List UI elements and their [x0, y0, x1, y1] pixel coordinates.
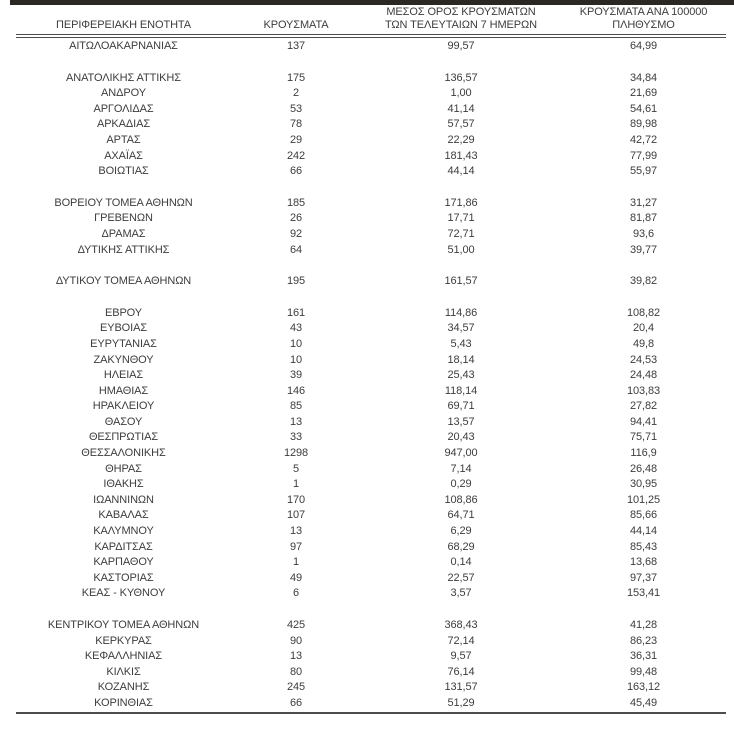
table-row — [16, 586, 726, 602]
cases-cell: 185 — [286, 196, 306, 209]
region-name-cell: ΚΕΝΤΡΙΚΟΥ ΤΟΜΕΑ ΑΘΗΝΩΝ — [47, 619, 200, 631]
avg7-cell: 114,86 — [444, 306, 478, 319]
avg7-cell: 57,57 — [447, 118, 475, 131]
table-row — [16, 571, 726, 587]
region-name-cell: ΘΕΣΠΡΩΤΙΑΣ — [88, 431, 159, 444]
table-row — [16, 117, 726, 133]
cases-cell: 2 — [292, 87, 300, 100]
per100k-cell: 26,48 — [629, 462, 658, 475]
table-row — [16, 477, 726, 493]
region-name-cell: ΚΟΡΙΝΘΙΑΣ — [16, 696, 231, 713]
region-name-cell: ΚΕΑΣ - ΚΥΘΝΟΥ — [81, 587, 166, 600]
region-name-cell: ΑΧΑΪΑΣ — [104, 149, 143, 162]
avg7-cell: 13,57 — [447, 415, 475, 428]
cases-cell: 242 — [286, 149, 306, 162]
region-name-cell: ΘΕΣΣΑΛΟΝΙΚΗΣ — [81, 447, 166, 460]
per100k-cell: 34,84 — [629, 71, 658, 84]
group-gap-row — [16, 290, 726, 306]
regional-cases-table — [16, 6, 726, 714]
region-name-cell: ΙΘΑΚΗΣ — [103, 478, 144, 491]
cases-cell: 10 — [289, 353, 303, 366]
avg7-cell: 5,43 — [450, 337, 472, 350]
region-name-cell: ΚΑΡΔΙΤΣΑΣ — [94, 540, 153, 553]
table-row — [16, 696, 726, 713]
region-name-cell: ΖΑΚΥΝΘΟΥ — [93, 353, 154, 366]
avg7-cell: 181,43 — [444, 149, 478, 162]
region-name-cell: ΓΡΕΒΕΝΩΝ — [94, 212, 153, 225]
table-row — [16, 71, 726, 87]
region-name-cell: ΚΑΣΤΟΡΙΑΣ — [93, 571, 154, 584]
per100k-cell: 116,9 — [630, 447, 657, 460]
cases-cell: 13 — [289, 650, 303, 663]
cases-cell: 80 — [289, 665, 303, 678]
table-row — [16, 321, 726, 337]
cases-cell: 161 — [286, 306, 306, 319]
avg7-cell: 41,14 — [447, 102, 475, 115]
per100k-cell: 27,82 — [629, 400, 658, 413]
cases-cell: 53 — [289, 102, 303, 115]
table-row — [16, 149, 726, 165]
col-header-per100k-line2: ΠΛΗΘΥΣΜΟ — [612, 19, 675, 31]
per100k-cell: 75,71 — [629, 431, 658, 444]
table-row — [16, 415, 726, 431]
cases-cell: 425 — [286, 619, 306, 631]
table-row — [16, 540, 726, 556]
avg7-cell: 20,43 — [447, 431, 475, 444]
region-name-cell: ΚΟΖΑΝΗΣ — [97, 681, 150, 694]
avg7-cell: 18,14 — [447, 353, 475, 366]
table-header-row — [16, 6, 726, 36]
avg7-cell: 1,00 — [450, 87, 472, 100]
per100k-cell: 94,41 — [629, 415, 658, 428]
region-name-cell: ΑΡΓΟΛΙΔΑΣ — [93, 102, 154, 115]
region-name-cell: ΘΗΡΑΣ — [105, 462, 142, 475]
avg7-cell: 76,14 — [447, 665, 475, 678]
table-row — [16, 555, 726, 571]
per100k-cell: 163,12 — [626, 681, 661, 694]
avg7-cell: 6,29 — [450, 525, 472, 538]
region-name-cell: ΕΥΡΥΤΑΝΙΑΣ — [90, 337, 157, 350]
per100k-cell: 97,37 — [629, 571, 658, 584]
avg7-cell: 0,29 — [450, 478, 472, 491]
avg7-cell: 25,43 — [447, 369, 475, 382]
group-gap-spacer — [16, 55, 726, 71]
per100k-cell: 45,49 — [561, 696, 726, 713]
avg7-cell: 51,00 — [447, 243, 475, 256]
table-row — [16, 36, 726, 55]
region-name-cell: ΒΟΡΕΙΟΥ ΤΟΜΕΑ ΑΘΗΝΩΝ — [54, 196, 193, 209]
cases-cell: 170 — [286, 493, 306, 506]
per100k-cell: 24,48 — [629, 369, 658, 382]
region-name-cell: ΗΛΕΙΑΣ — [103, 369, 144, 382]
table-row — [16, 227, 726, 243]
region-name-cell: ΕΥΒΟΙΑΣ — [99, 322, 148, 335]
col-header-per100k-line1: ΚΡΟΥΣΜΑΤΑ ΑΝΑ 100000 — [579, 6, 708, 18]
cases-cell: 29 — [289, 133, 303, 146]
table-row — [16, 462, 726, 478]
group-gap-row — [16, 258, 726, 274]
avg7-cell: 947,00 — [444, 447, 478, 460]
cases-cell: 33 — [289, 431, 303, 444]
cases-cell: 1 — [292, 556, 300, 569]
per100k-cell: 20,4 — [632, 322, 654, 335]
table-row — [16, 368, 726, 384]
avg7-cell: 17,71 — [447, 212, 475, 225]
table-row — [16, 508, 726, 524]
cases-cell: 26 — [289, 212, 303, 225]
region-name-cell: ΘΑΣΟΥ — [104, 415, 143, 428]
col-header-region-label: ΠΕΡΙΦΕΡΕΙΑΚΗ ΕΝΟΤΗΤΑ — [56, 19, 191, 31]
col-header-per100k — [561, 6, 726, 36]
table-row — [16, 665, 726, 681]
per100k-cell: 86,23 — [629, 634, 658, 647]
top-divider-bar — [10, 0, 734, 5]
region-name-cell: ΔΥΤΙΚΟΥ ΤΟΜΕΑ ΑΘΗΝΩΝ — [55, 275, 192, 288]
per100k-cell: 153,41 — [626, 587, 661, 600]
per100k-cell: 101,25 — [626, 493, 661, 506]
per100k-cell: 103,83 — [626, 384, 661, 397]
cases-cell: 78 — [289, 118, 303, 131]
per100k-cell: 55,97 — [629, 165, 658, 178]
group-gap-spacer — [16, 602, 726, 618]
per100k-cell: 44,14 — [629, 525, 658, 538]
avg7-cell: 0,14 — [450, 556, 472, 569]
cases-cell: 90 — [289, 634, 303, 647]
group-gap-spacer — [16, 180, 726, 196]
avg7-cell: 72,71 — [447, 227, 475, 240]
col-header-avg7-line1: ΜΕΣΟΣ ΟΡΟΣ ΚΡΟΥΣΜΑΤΩΝ — [386, 6, 536, 18]
cases-cell: 13 — [289, 415, 303, 428]
avg7-cell: 34,57 — [447, 322, 475, 335]
cases-cell: 1298 — [283, 447, 309, 460]
cases-cell: 66 — [231, 696, 361, 713]
avg7-cell: 9,57 — [450, 650, 472, 663]
region-name-cell: ΒΟΙΩΤΙΑΣ — [98, 165, 149, 178]
table-row — [16, 446, 726, 462]
table-row — [16, 399, 726, 415]
avg7-cell: 22,57 — [447, 571, 475, 584]
table-row — [16, 243, 726, 259]
cases-cell: 64 — [289, 243, 303, 256]
region-name-cell: ΑΝΑΤΟΛΙΚΗΣ ΑΤΤΙΚΗΣ — [66, 71, 181, 84]
avg7-cell: 44,14 — [447, 165, 475, 178]
cases-cell: 13 — [289, 525, 303, 538]
per100k-cell: 21,69 — [629, 87, 658, 100]
table-row — [16, 337, 726, 353]
avg7-cell: 136,57 — [444, 71, 478, 84]
cases-cell: 137 — [286, 40, 306, 52]
avg7-cell: 51,29 — [361, 696, 561, 713]
per100k-cell: 89,98 — [629, 118, 658, 131]
region-name-cell: ΚΙΛΚΙΣ — [106, 665, 141, 678]
table-row — [16, 211, 726, 227]
table-row — [16, 133, 726, 149]
region-name-cell: ΑΝΔΡΟΥ — [101, 87, 146, 100]
cases-cell: 6 — [292, 587, 300, 600]
col-header-avg7-line2: ΤΩΝ ΤΕΛΕΥΤΑΙΩΝ 7 ΗΜΕΡΩΝ — [385, 19, 537, 31]
cases-cell: 43 — [289, 322, 303, 335]
per100k-cell: 31,27 — [629, 196, 658, 209]
per100k-cell: 36,31 — [629, 650, 658, 663]
per100k-cell: 42,72 — [629, 133, 658, 146]
cases-cell: 5 — [292, 462, 300, 475]
avg7-cell: 69,71 — [447, 400, 475, 413]
table-row — [16, 618, 726, 634]
table-row — [16, 196, 726, 212]
table-row — [16, 649, 726, 665]
table-row — [16, 164, 726, 180]
per100k-cell: 39,82 — [629, 275, 658, 288]
per100k-cell: 49,8 — [632, 337, 654, 350]
col-header-region — [16, 6, 231, 36]
cases-cell: 92 — [289, 227, 303, 240]
per100k-cell: 93,6 — [632, 227, 654, 240]
group-gap-row — [16, 602, 726, 618]
table-row — [16, 493, 726, 509]
col-header-cases — [231, 6, 361, 36]
cases-cell: 97 — [289, 540, 303, 553]
per100k-cell: 13,68 — [629, 556, 658, 569]
per100k-cell: 85,66 — [629, 509, 658, 522]
per100k-cell: 99,48 — [629, 665, 658, 678]
per100k-cell: 41,28 — [629, 619, 658, 631]
region-name-cell: ΚΑΒΑΛΑΣ — [98, 509, 149, 522]
cases-cell: 85 — [289, 400, 303, 413]
table-row — [16, 430, 726, 446]
per100k-cell: 30,95 — [629, 478, 658, 491]
avg7-cell: 99,57 — [447, 40, 475, 52]
table-row — [16, 680, 726, 696]
avg7-cell: 171,86 — [444, 196, 478, 209]
region-name-cell: ΚΕΦΑΛΛΗΝΙΑΣ — [84, 650, 163, 663]
table-row — [16, 86, 726, 102]
region-name-cell: ΔΡΑΜΑΣ — [101, 227, 146, 240]
per100k-cell: 77,99 — [629, 149, 658, 162]
table-row — [16, 634, 726, 650]
group-gap-spacer — [16, 290, 726, 306]
region-name-cell: ΚΑΡΠΑΘΟΥ — [93, 556, 154, 569]
per100k-cell: 39,77 — [629, 243, 658, 256]
per100k-cell: 81,87 — [629, 212, 658, 225]
cases-cell: 49 — [289, 571, 303, 584]
avg7-cell: 68,29 — [447, 540, 475, 553]
avg7-cell: 368,43 — [444, 619, 478, 631]
avg7-cell: 161,57 — [444, 275, 478, 288]
region-name-cell: ΚΑΛΥΜΝΟΥ — [93, 525, 154, 538]
table-row — [16, 353, 726, 369]
region-name-cell: ΗΜΑΘΙΑΣ — [98, 384, 149, 397]
cases-cell: 175 — [286, 71, 306, 84]
cases-cell: 146 — [286, 384, 306, 397]
table-row — [16, 102, 726, 118]
cases-cell: 39 — [289, 369, 303, 382]
cases-cell: 107 — [286, 509, 306, 522]
per100k-cell: 64,99 — [629, 40, 658, 52]
avg7-cell: 64,71 — [447, 509, 475, 522]
table-row — [16, 384, 726, 400]
table-row — [16, 274, 726, 290]
group-gap-spacer — [16, 258, 726, 274]
table-row — [16, 524, 726, 540]
cases-cell: 10 — [289, 337, 303, 350]
cases-cell: 66 — [289, 165, 303, 178]
avg7-cell: 108,86 — [444, 493, 478, 506]
per100k-cell: 108,82 — [626, 306, 661, 319]
table-row — [16, 306, 726, 322]
avg7-cell: 72,14 — [447, 634, 475, 647]
group-gap-row — [16, 180, 726, 196]
region-name-cell: ΑΡΚΑΔΙΑΣ — [96, 118, 151, 131]
avg7-cell: 118,14 — [444, 384, 478, 397]
region-name-cell: ΕΒΡΟΥ — [104, 306, 143, 319]
per100k-cell: 24,53 — [629, 353, 658, 366]
col-header-avg7 — [361, 6, 561, 36]
region-name-cell: ΑΙΤΩΛΟΑΚΑΡΝΑΝΙΑΣ — [69, 40, 178, 52]
col-header-cases-label: ΚΡΟΥΣΜΑΤΑ — [263, 19, 329, 31]
avg7-cell: 3,57 — [450, 587, 472, 600]
group-gap-row — [16, 55, 726, 71]
avg7-cell: 131,57 — [444, 681, 478, 694]
cases-cell: 245 — [286, 681, 306, 694]
per100k-cell: 85,43 — [629, 540, 658, 553]
region-name-cell: ΚΕΡΚΥΡΑΣ — [95, 634, 152, 647]
avg7-cell: 7,14 — [450, 462, 472, 475]
region-name-cell: ΗΡΑΚΛΕΙΟΥ — [92, 400, 155, 413]
region-name-cell: ΔΥΤΙΚΗΣ ΑΤΤΙΚΗΣ — [77, 243, 170, 256]
cases-cell: 195 — [286, 275, 306, 288]
per100k-cell: 54,61 — [629, 102, 658, 115]
cases-cell: 1 — [292, 478, 300, 491]
avg7-cell: 22,29 — [447, 133, 475, 146]
region-name-cell: ΙΩΑΝΝΙΝΩΝ — [93, 493, 154, 506]
region-name-cell: ΑΡΤΑΣ — [106, 133, 141, 146]
